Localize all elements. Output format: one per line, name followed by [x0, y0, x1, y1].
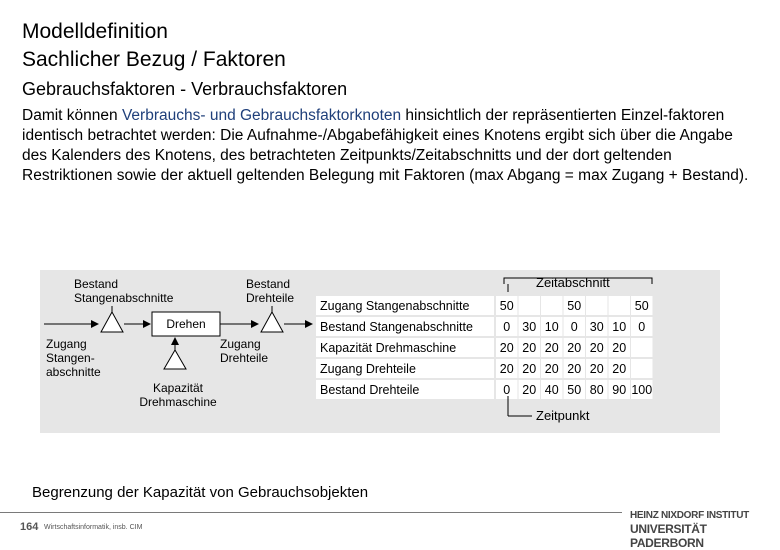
table-cell-value: 0: [638, 320, 646, 334]
resource-triangle-kapazitaet: [164, 350, 186, 369]
table-cell-value: 20: [612, 362, 627, 376]
table-cell: [631, 338, 653, 357]
table-cell-value: 90: [612, 383, 627, 397]
label-zugang-stangen-1: Zugang: [46, 337, 87, 351]
storage-triangle-stangen: [101, 312, 123, 332]
label-bestand-stangen-2: Stangenabschnitte: [74, 291, 174, 305]
label-kapazitaet-2: Drehmaschine: [139, 395, 217, 409]
table-cell-value: 80: [589, 383, 604, 397]
label-bestand-stangen-1: Bestand: [74, 277, 119, 291]
storage-triangle-dreh: [261, 312, 283, 332]
label-bestand-dreh-2: Drehteile: [246, 291, 295, 305]
zeitpunkt-label: Zeitpunkt: [536, 408, 590, 423]
table-cell-value: 0: [570, 320, 578, 334]
table-row-label: Kapazität Drehmaschine: [320, 341, 457, 355]
table-cell-value: 50: [567, 383, 582, 397]
slide-subtitle: Gebrauchsfaktoren - Verbrauchsfaktoren: [22, 79, 348, 99]
table-cell-value: 40: [544, 383, 559, 397]
institute-logo-line1: HEINZ NIXDORF INSTITUT: [630, 510, 749, 521]
table-cell-value: 20: [544, 341, 559, 355]
table-row-label: Zugang Stangenabschnitte: [320, 299, 470, 313]
slide-title: Modelldefinition: [22, 20, 168, 43]
institute-logo-line2: UNIVERSITÄT PADERBORN: [630, 522, 707, 550]
table-cell-value: 50: [567, 299, 582, 313]
table-row-label: Bestand Stangenabschnitte: [320, 320, 473, 334]
figure-capacity-diagram: [40, 270, 720, 433]
table-cell-value: 20: [522, 383, 537, 397]
table-cell-value: 20: [522, 362, 537, 376]
label-zugang-stangen-2: Stangen-: [46, 351, 95, 365]
table-cell-value: 10: [612, 320, 627, 334]
figure-caption: Begrenzung der Kapazität von Gebrauchsobjekten: [32, 484, 369, 501]
table-cell-value: 20: [499, 362, 514, 376]
table-cell-value: 20: [589, 341, 604, 355]
table-cell: [586, 296, 608, 315]
table-cell: [519, 296, 541, 315]
process-label-drehen: Drehen: [166, 317, 206, 331]
table-cell-value: 10: [544, 320, 559, 334]
page-number: 164: [20, 521, 39, 533]
table-cell-value: 100: [631, 383, 653, 397]
table-cell-value: 0: [503, 320, 511, 334]
label-zugang-dreh-2: Drehteile: [220, 351, 269, 365]
body-text-after: hinsichtlich der repräsentierten Einzel-faktoren identisch betrachtet werden: Die Aufnahme-/Abgabefähigkeit eines Knotens ergibt sich über die Angabe des Kalenders des Knotens, des betrachteten Zeitpunkts/Zeitabschnitts und der dort geltenden Restriktionen sowie der aktuell geltenden Belegung mit Faktoren (max Abgang = max Zugang + Bestand).: [22, 107, 749, 184]
label-kapazitaet-1: Kapazität: [152, 381, 204, 395]
body-paragraph: [22, 106, 762, 186]
body-text-before: Damit können: [22, 107, 122, 124]
table-cell-value: 20: [589, 362, 604, 376]
table-cell: [631, 359, 653, 378]
table-cell-value: 30: [589, 320, 604, 334]
table-cell-value: 30: [522, 320, 537, 334]
table-cell-value: 20: [544, 362, 559, 376]
slide-title-line2: Sachlicher Bezug / Faktoren: [22, 48, 286, 71]
table-cell-value: 20: [522, 341, 537, 355]
table-cell-value: 20: [499, 341, 514, 355]
table-cell-value: 50: [499, 299, 514, 313]
capacity-table: [316, 296, 653, 399]
label-bestand-dreh-1: Bestand: [246, 277, 291, 291]
table-cell: [541, 296, 563, 315]
body-highlight: Verbrauchs- und Gebrauchsfaktorknoten: [121, 107, 402, 124]
footer-course: Wirtschaftsinformatik, insb. CIM: [44, 524, 143, 531]
label-zugang-dreh-1: Zugang: [220, 337, 261, 351]
figure-svg: [40, 270, 720, 433]
table-cell-value: 0: [503, 383, 511, 397]
zeitabschnitt-label: Zeitabschnitt: [536, 275, 610, 290]
footer-divider: [0, 512, 622, 513]
table-cell-value: 20: [612, 341, 627, 355]
table-cell-value: 20: [567, 341, 582, 355]
table-cell-value: 20: [567, 362, 582, 376]
table-row-label: Bestand Drehteile: [320, 383, 420, 397]
label-zugang-stangen-3: abschnitte: [46, 365, 101, 379]
table-cell: [609, 296, 631, 315]
table-row-label: Zugang Drehteile: [320, 362, 416, 376]
table-cell-value: 50: [634, 299, 649, 313]
